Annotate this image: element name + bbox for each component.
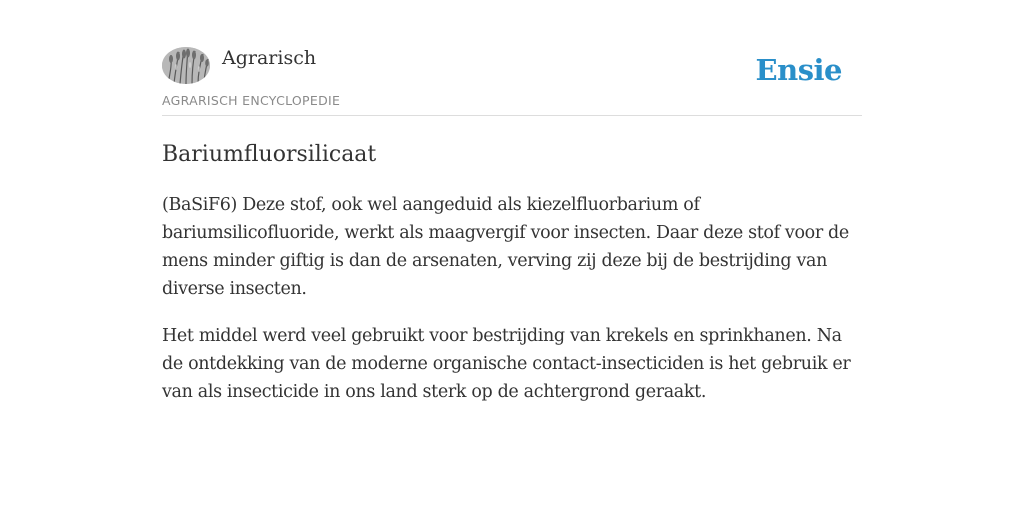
article-paragraph: (BaSiF6) Deze stof, ook wel aangeduid als kiezelfluorbarium of bariumsilicofluoride, werkt als maagvergif voor insecten. Daar deze stof voor de mens minder giftig is dan de arsenaten, verving zij deze bij de bestrijding van diverse insecten. bbox=[162, 195, 849, 299]
article-title: Bariumfluorsilicaat bbox=[162, 142, 377, 167]
ensie-logo-link[interactable]: Ensie bbox=[755, 53, 842, 87]
site-name-link[interactable]: Agrarisch bbox=[222, 47, 317, 69]
article bbox=[162, 140, 862, 406]
site-subtitle: AGRARISCH ENCYCLOPEDIE bbox=[162, 93, 341, 108]
wheat-ears-icon[interactable] bbox=[162, 47, 210, 84]
page bbox=[162, 0, 862, 406]
article-paragraph: Het middel werd veel gebruikt voor bestrijding van krekels en sprinkhanen. Na de ontdekking van de moderne organische contact-insecticiden is het gebruik er van als insecticide in ons land sterk op de achtergrond geraakt. bbox=[162, 326, 851, 402]
site-header bbox=[162, 0, 862, 116]
